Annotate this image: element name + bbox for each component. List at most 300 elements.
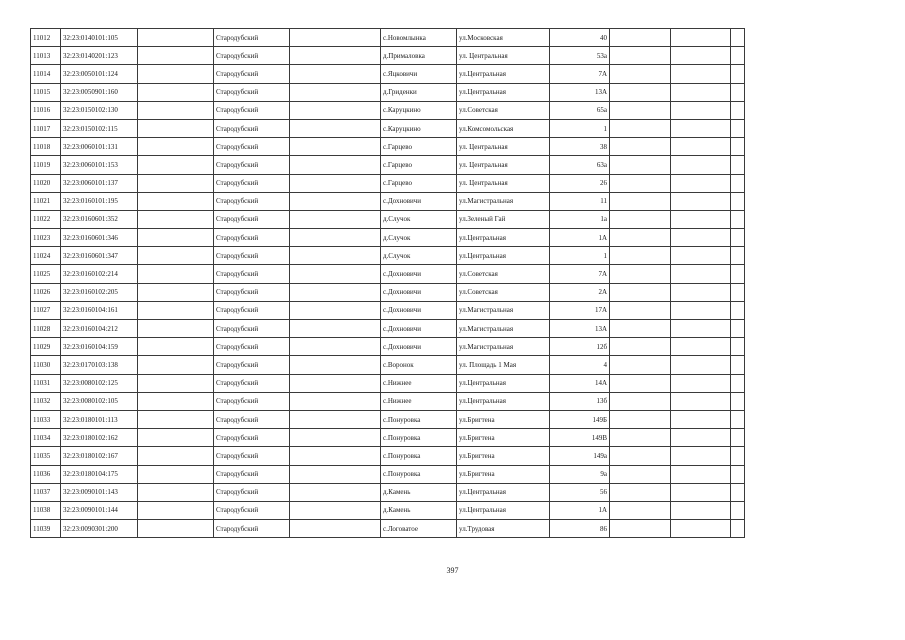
cell-record-id: 11016	[31, 101, 61, 119]
cell-empty	[610, 247, 671, 265]
cell-empty	[731, 229, 745, 247]
table-row	[31, 374, 745, 392]
cell-cadastral-number: 32:23:0090101:143	[61, 483, 138, 501]
cell-empty	[731, 465, 745, 483]
cell-empty	[671, 520, 731, 538]
cell-district: Стародубский	[214, 374, 290, 392]
cell-empty	[138, 501, 214, 519]
cell-empty	[731, 410, 745, 428]
cell-empty	[671, 47, 731, 65]
cell-district: Стародубский	[214, 29, 290, 47]
table-row	[31, 192, 745, 210]
cell-cadastral-number: 32:23:0160104:212	[61, 320, 138, 338]
cell-settlement: с.Каруцкино	[381, 119, 457, 137]
cell-empty	[731, 247, 745, 265]
cell-street: ул.Советская	[457, 283, 550, 301]
registry-table	[30, 28, 745, 538]
cell-cadastral-number: 32:23:0180104:175	[61, 465, 138, 483]
cell-empty	[731, 429, 745, 447]
cell-house-number: 9а	[550, 465, 610, 483]
cell-empty	[138, 374, 214, 392]
cell-empty	[138, 47, 214, 65]
cell-record-id: 11029	[31, 338, 61, 356]
cell-empty	[290, 192, 381, 210]
cell-cadastral-number: 32:23:0160601:352	[61, 210, 138, 228]
cell-empty	[290, 410, 381, 428]
cell-cadastral-number: 32:23:0060101:137	[61, 174, 138, 192]
cell-empty	[290, 356, 381, 374]
cell-empty	[671, 192, 731, 210]
cell-cadastral-number: 32:23:0160101:195	[61, 192, 138, 210]
cell-house-number: 86	[550, 520, 610, 538]
cell-empty	[610, 410, 671, 428]
table-row	[31, 47, 745, 65]
cell-empty	[671, 119, 731, 137]
cell-record-id: 11025	[31, 265, 61, 283]
cell-house-number: 26	[550, 174, 610, 192]
cell-house-number: 1	[550, 119, 610, 137]
cell-empty	[671, 320, 731, 338]
table-row	[31, 119, 745, 137]
cell-house-number: 56	[550, 483, 610, 501]
cell-street: ул.Советская	[457, 265, 550, 283]
cell-house-number: 63а	[550, 156, 610, 174]
cell-empty	[290, 374, 381, 392]
cell-record-id: 11013	[31, 47, 61, 65]
cell-street: ул. Центральная	[457, 174, 550, 192]
cell-house-number: 7А	[550, 265, 610, 283]
cell-empty	[138, 520, 214, 538]
cell-empty	[671, 156, 731, 174]
cell-empty	[610, 429, 671, 447]
cell-empty	[731, 174, 745, 192]
table-row	[31, 174, 745, 192]
cell-empty	[138, 265, 214, 283]
cell-empty	[290, 520, 381, 538]
cell-empty	[138, 447, 214, 465]
table-row	[31, 210, 745, 228]
cell-empty	[671, 429, 731, 447]
table-row	[31, 138, 745, 156]
cell-street: ул. Площадь 1 Мая	[457, 356, 550, 374]
cell-empty	[671, 501, 731, 519]
cell-empty	[138, 483, 214, 501]
cell-district: Стародубский	[214, 429, 290, 447]
cell-district: Стародубский	[214, 210, 290, 228]
cell-empty	[671, 174, 731, 192]
cell-empty	[138, 247, 214, 265]
cell-settlement: с.Понуровка	[381, 447, 457, 465]
cell-record-id: 11023	[31, 229, 61, 247]
cell-street: ул.Комсомольская	[457, 119, 550, 137]
table-row	[31, 83, 745, 101]
cell-house-number: 1А	[550, 229, 610, 247]
cell-record-id: 11014	[31, 65, 61, 83]
cell-empty	[731, 138, 745, 156]
cell-empty	[731, 392, 745, 410]
cell-empty	[290, 447, 381, 465]
cell-empty	[290, 483, 381, 501]
cell-settlement: с.Гарцево	[381, 138, 457, 156]
cell-empty	[138, 410, 214, 428]
cell-empty	[671, 101, 731, 119]
cell-district: Стародубский	[214, 229, 290, 247]
cell-house-number: 11	[550, 192, 610, 210]
table-row	[31, 283, 745, 301]
cell-house-number: 1	[550, 247, 610, 265]
cell-district: Стародубский	[214, 301, 290, 319]
cell-district: Стародубский	[214, 83, 290, 101]
cell-street: ул.Трудовая	[457, 520, 550, 538]
cell-district: Стародубский	[214, 265, 290, 283]
cell-district: Стародубский	[214, 192, 290, 210]
cell-empty	[731, 483, 745, 501]
cell-empty	[610, 374, 671, 392]
cell-record-id: 11012	[31, 29, 61, 47]
cell-empty	[731, 356, 745, 374]
cell-record-id: 11015	[31, 83, 61, 101]
table-row	[31, 465, 745, 483]
cell-record-id: 11021	[31, 192, 61, 210]
cell-district: Стародубский	[214, 320, 290, 338]
cell-empty	[731, 101, 745, 119]
cell-cadastral-number: 32:23:0160102:205	[61, 283, 138, 301]
cell-empty	[290, 283, 381, 301]
cell-cadastral-number: 32:23:0140201:123	[61, 47, 138, 65]
cell-district: Стародубский	[214, 483, 290, 501]
cell-empty	[731, 210, 745, 228]
cell-empty	[671, 338, 731, 356]
cell-empty	[138, 301, 214, 319]
cell-settlement: д.Гриденки	[381, 83, 457, 101]
cell-settlement: с.Воронок	[381, 356, 457, 374]
cell-district: Стародубский	[214, 283, 290, 301]
cell-record-id: 11034	[31, 429, 61, 447]
cell-empty	[290, 392, 381, 410]
cell-record-id: 11018	[31, 138, 61, 156]
cell-settlement: с.Гарцево	[381, 174, 457, 192]
cell-empty	[138, 174, 214, 192]
cell-record-id: 11026	[31, 283, 61, 301]
table-row	[31, 447, 745, 465]
cell-empty	[610, 83, 671, 101]
cell-empty	[290, 501, 381, 519]
cell-empty	[671, 392, 731, 410]
cell-empty	[671, 210, 731, 228]
cell-empty	[731, 47, 745, 65]
cell-empty	[610, 465, 671, 483]
table-row	[31, 338, 745, 356]
cell-record-id: 11031	[31, 374, 61, 392]
cell-street: ул.Московская	[457, 29, 550, 47]
cell-empty	[671, 283, 731, 301]
cell-empty	[138, 210, 214, 228]
cell-settlement: с.Дохновичи	[381, 192, 457, 210]
cell-record-id: 11020	[31, 174, 61, 192]
cell-house-number: 14А	[550, 374, 610, 392]
cell-empty	[610, 101, 671, 119]
cell-empty	[610, 229, 671, 247]
cell-empty	[610, 192, 671, 210]
cell-settlement: д.Камень	[381, 501, 457, 519]
cell-empty	[731, 265, 745, 283]
cell-house-number: 4	[550, 356, 610, 374]
cell-empty	[138, 156, 214, 174]
cell-street: ул.Центральная	[457, 501, 550, 519]
cell-house-number: 40	[550, 29, 610, 47]
cell-empty	[138, 29, 214, 47]
cell-empty	[290, 47, 381, 65]
cell-house-number: 1а	[550, 210, 610, 228]
cell-house-number: 7А	[550, 65, 610, 83]
cell-settlement: д.Случок	[381, 229, 457, 247]
cell-empty	[731, 520, 745, 538]
cell-empty	[671, 356, 731, 374]
cell-empty	[290, 301, 381, 319]
cell-empty	[138, 101, 214, 119]
cell-street: ул.Центральная	[457, 229, 550, 247]
table-row	[31, 320, 745, 338]
cell-settlement: с.Понуровка	[381, 465, 457, 483]
cell-settlement: с.Дохновичи	[381, 301, 457, 319]
table-row	[31, 247, 745, 265]
cell-empty	[610, 47, 671, 65]
cell-empty	[138, 338, 214, 356]
cell-district: Стародубский	[214, 465, 290, 483]
cell-empty	[138, 392, 214, 410]
cell-cadastral-number: 32:23:0160601:347	[61, 247, 138, 265]
cell-empty	[671, 138, 731, 156]
cell-record-id: 11037	[31, 483, 61, 501]
cell-empty	[138, 138, 214, 156]
cell-settlement: с.Новомлынка	[381, 29, 457, 47]
cell-empty	[610, 338, 671, 356]
cell-empty	[731, 320, 745, 338]
cell-empty	[610, 65, 671, 83]
cell-empty	[290, 138, 381, 156]
cell-empty	[290, 320, 381, 338]
cell-house-number: 17А	[550, 301, 610, 319]
cell-record-id: 11038	[31, 501, 61, 519]
cell-street: ул.Центральная	[457, 65, 550, 83]
cell-house-number: 13А	[550, 320, 610, 338]
cell-empty	[290, 156, 381, 174]
cell-empty	[731, 501, 745, 519]
cell-street: ул.Бригтена	[457, 447, 550, 465]
cell-settlement: с.Нижнее	[381, 374, 457, 392]
cell-empty	[610, 520, 671, 538]
cell-district: Стародубский	[214, 47, 290, 65]
cell-empty	[290, 247, 381, 265]
cell-street: ул.Центральная	[457, 374, 550, 392]
cell-cadastral-number: 32:23:0160104:159	[61, 338, 138, 356]
cell-record-id: 11019	[31, 156, 61, 174]
cell-settlement: с.Дохновичи	[381, 283, 457, 301]
cell-empty	[138, 192, 214, 210]
table-row	[31, 265, 745, 283]
cell-record-id: 11024	[31, 247, 61, 265]
cell-empty	[671, 447, 731, 465]
cell-settlement: с.Дохновичи	[381, 338, 457, 356]
cell-settlement: с.Гарцево	[381, 156, 457, 174]
table-row	[31, 156, 745, 174]
cell-empty	[610, 392, 671, 410]
table-row	[31, 356, 745, 374]
cell-cadastral-number: 32:23:0090101:144	[61, 501, 138, 519]
cell-cadastral-number: 32:23:0060101:131	[61, 138, 138, 156]
cell-district: Стародубский	[214, 520, 290, 538]
cell-empty	[610, 156, 671, 174]
cell-empty	[138, 465, 214, 483]
cell-street: ул.Центральная	[457, 392, 550, 410]
cell-street: ул.Центральная	[457, 83, 550, 101]
cell-street: ул.Магистральная	[457, 338, 550, 356]
cell-street: ул.Магистральная	[457, 320, 550, 338]
cell-empty	[610, 320, 671, 338]
cell-record-id: 11032	[31, 392, 61, 410]
cell-house-number: 149В	[550, 429, 610, 447]
table-body	[31, 29, 745, 538]
cell-district: Стародубский	[214, 501, 290, 519]
cell-settlement: с.Яцковичи	[381, 65, 457, 83]
cell-empty	[610, 138, 671, 156]
table-row	[31, 65, 745, 83]
table-row	[31, 29, 745, 47]
cell-record-id: 11033	[31, 410, 61, 428]
cell-cadastral-number: 32:23:0080102:105	[61, 392, 138, 410]
cell-district: Стародубский	[214, 119, 290, 137]
cell-empty	[290, 174, 381, 192]
cell-empty	[290, 65, 381, 83]
cell-settlement: с.Каруцкино	[381, 101, 457, 119]
cell-empty	[610, 356, 671, 374]
cell-empty	[138, 283, 214, 301]
cell-empty	[731, 283, 745, 301]
cell-settlement: д.Прималовка	[381, 47, 457, 65]
cell-district: Стародубский	[214, 156, 290, 174]
cell-empty	[290, 338, 381, 356]
cell-district: Стародубский	[214, 247, 290, 265]
cell-empty	[290, 229, 381, 247]
cell-empty	[290, 83, 381, 101]
cell-record-id: 11017	[31, 119, 61, 137]
cell-empty	[731, 447, 745, 465]
cell-empty	[138, 65, 214, 83]
cell-empty	[610, 119, 671, 137]
cell-empty	[671, 229, 731, 247]
cell-empty	[138, 229, 214, 247]
cell-empty	[610, 483, 671, 501]
cell-cadastral-number: 32:23:0150102:115	[61, 119, 138, 137]
cell-district: Стародубский	[214, 392, 290, 410]
cell-empty	[671, 410, 731, 428]
cell-empty	[671, 465, 731, 483]
table-row	[31, 301, 745, 319]
cell-cadastral-number: 32:23:0180102:162	[61, 429, 138, 447]
cell-record-id: 11027	[31, 301, 61, 319]
cell-empty	[731, 338, 745, 356]
cell-house-number: 65а	[550, 101, 610, 119]
cell-house-number: 2А	[550, 283, 610, 301]
cell-empty	[610, 301, 671, 319]
cell-district: Стародубский	[214, 174, 290, 192]
cell-empty	[138, 83, 214, 101]
table-row	[31, 429, 745, 447]
table-row	[31, 501, 745, 519]
cell-street: ул. Центральная	[457, 156, 550, 174]
cell-house-number: 38	[550, 138, 610, 156]
cell-cadastral-number: 32:23:0180102:167	[61, 447, 138, 465]
table-row	[31, 101, 745, 119]
cell-house-number: 12б	[550, 338, 610, 356]
cell-cadastral-number: 32:23:0060101:153	[61, 156, 138, 174]
cell-empty	[731, 374, 745, 392]
cell-house-number: 149Б	[550, 410, 610, 428]
cell-settlement: с.Понуровка	[381, 410, 457, 428]
table-row	[31, 410, 745, 428]
cell-district: Стародубский	[214, 447, 290, 465]
cell-street: ул.Бригтена	[457, 465, 550, 483]
cell-settlement: с.Логоватое	[381, 520, 457, 538]
cell-cadastral-number: 32:23:0160601:346	[61, 229, 138, 247]
cell-empty	[731, 83, 745, 101]
cell-empty	[671, 301, 731, 319]
cell-empty	[610, 210, 671, 228]
cell-cadastral-number: 32:23:0180101:113	[61, 410, 138, 428]
cell-street: ул.Зеленый Гай	[457, 210, 550, 228]
cell-empty	[671, 483, 731, 501]
cell-cadastral-number: 32:23:0160102:214	[61, 265, 138, 283]
cell-empty	[671, 247, 731, 265]
cell-empty	[290, 29, 381, 47]
cell-district: Стародубский	[214, 101, 290, 119]
cell-cadastral-number: 32:23:0140101:105	[61, 29, 138, 47]
cell-empty	[290, 429, 381, 447]
cell-empty	[731, 29, 745, 47]
cell-cadastral-number: 32:23:0050901:160	[61, 83, 138, 101]
page-number: 397	[446, 566, 459, 575]
cell-house-number: 149а	[550, 447, 610, 465]
cell-empty	[290, 101, 381, 119]
cell-street: ул.Магистральная	[457, 192, 550, 210]
cell-empty	[138, 119, 214, 137]
table-row	[31, 229, 745, 247]
cell-cadastral-number: 32:23:0170103:138	[61, 356, 138, 374]
cell-settlement: д.Случок	[381, 210, 457, 228]
cell-street: ул. Центральная	[457, 47, 550, 65]
table-row	[31, 520, 745, 538]
cell-empty	[290, 465, 381, 483]
cell-empty	[138, 429, 214, 447]
cell-cadastral-number: 32:23:0160104:161	[61, 301, 138, 319]
cell-empty	[290, 119, 381, 137]
cell-street: ул.Бригтена	[457, 429, 550, 447]
cell-empty	[731, 192, 745, 210]
cell-street: ул.Советская	[457, 101, 550, 119]
cell-settlement: с.Понуровка	[381, 429, 457, 447]
cell-empty	[671, 65, 731, 83]
cell-cadastral-number: 32:23:0090301:200	[61, 520, 138, 538]
cell-empty	[671, 29, 731, 47]
cell-house-number: 13А	[550, 83, 610, 101]
cell-street: ул.Бригтена	[457, 410, 550, 428]
cell-empty	[671, 83, 731, 101]
cell-district: Стародубский	[214, 65, 290, 83]
cell-record-id: 11039	[31, 520, 61, 538]
cell-record-id: 11022	[31, 210, 61, 228]
cell-empty	[138, 356, 214, 374]
cell-street: ул. Центральная	[457, 138, 550, 156]
